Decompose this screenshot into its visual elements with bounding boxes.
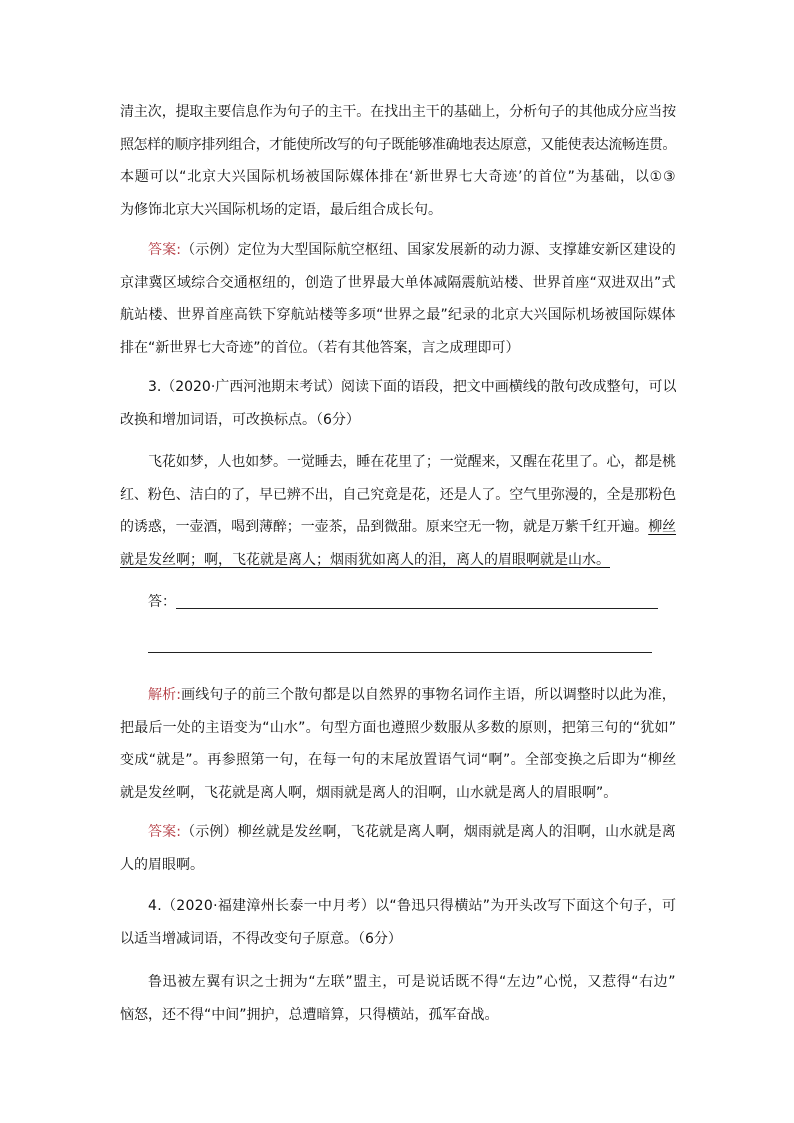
passage-line: 鲁迅被左翼有识之士拥为“左联”盟主，可是说话既不得“左边”心悦，又惹得“右边” — [148, 974, 677, 990]
text-line: 变成“就是”。再参照第一句，在每一句的末尾放置语气词“啊”。全部变换之后即为“柳丝 — [120, 752, 677, 768]
text-line: 人的眉眼啊。 — [120, 856, 204, 873]
answer-text: （示例）柳丝就是发丝啊，飞花就是离人啊，烟雨就是离人的泪啊，山水就是离 — [181, 824, 676, 840]
answer-3 — [120, 816, 676, 881]
text-line — [120, 679, 676, 712]
question-line: 4.（2020·福建漳州长泰一中月考）以“鲁迅只得横站”为开头改写下面这个句子，可 — [148, 898, 677, 914]
underlined-sentence-start: 柳丝 — [648, 519, 677, 535]
answer-blank — [120, 586, 676, 619]
question-4 — [120, 890, 676, 955]
text-line: 把最后一处的主语变为“山水”。句型方面也遵照少数服从多数的原则，把第三句的“犹如” — [120, 719, 677, 736]
analysis-continuation — [120, 96, 676, 226]
analysis-3 — [120, 679, 676, 809]
passage-4 — [120, 966, 676, 1031]
text-line: 清主次，提取主要信息作为句子的主干。在找出主干的基础上，分析句子的其他成分应当按 — [120, 104, 676, 120]
text-line: 本题可以“北京大兴国际机场被国际媒体排在‘新世界七大奇迹’的首位”为基础，以①③ — [120, 169, 677, 185]
passage-line: 红、粉色、洁白的了，早已辨不出，自己究竟是花，还是人了。空气里弥漫的，全是那粉色 — [120, 486, 676, 503]
text-line: 为修饰北京大兴国际机场的定语，最后组合成长句。 — [120, 201, 442, 218]
answer-block-2 — [120, 234, 676, 364]
analysis-text: 画线句子的前三个散句都是以自然界的事物名词作主语，所以调整时以此为准， — [181, 687, 676, 703]
passage-line: 飞花如梦，人也如梦。一觉睡去，睡在花里了；一觉醒来，又醒在花里了。心，都是桃 — [148, 454, 676, 470]
passage-line — [120, 544, 676, 577]
passage-text: 的诱惑，一壶酒，喝到薄醉；一壶茶，品到微甜。原来空无一物，就是万紫千红开遍。 — [120, 519, 649, 535]
underlined-sentence: 就是发丝啊；啊，飞花就是离人；烟雨犹如离人的泪，离人的眉眼啊就是山水。 — [120, 551, 610, 568]
answer-line-2[interactable] — [148, 652, 652, 653]
text-line: 航站楼、世界首座高铁下穿航站楼等多项“世界之最”纪录的北京大兴国际机场被国际媒体 — [120, 307, 676, 323]
answer-text: （示例）定位为大型国际航空枢纽、国家发展新的动力源、支撑雄安新区建设的 — [181, 242, 676, 258]
text-line: 就是发丝啊，飞花就是离人啊，烟雨就是离人的泪啊，山水就是离人的眉眼啊”。 — [120, 784, 618, 801]
passage-3 — [120, 446, 676, 576]
question-3 — [120, 371, 676, 436]
answer-label: 答案: — [148, 242, 182, 258]
text-line: 京津冀区域综合交通枢纽的，创造了世界最大单体减隔震航站楼、世界首座“双进双出”式 — [120, 274, 676, 291]
text-line: 照怎样的顺序排列组合，才能使所改写的句子既能够准确地表达原意，又能使表达流畅连贯。 — [120, 136, 676, 153]
analysis-label: 解析: — [148, 687, 182, 703]
text-line — [120, 816, 676, 849]
answer-label: 答案: — [148, 824, 182, 840]
answer-line-1[interactable] — [176, 608, 658, 609]
answer-blank-label: 答： — [148, 594, 176, 610]
question-line: 改换和增加词语，可改换标点。（6分） — [120, 411, 360, 428]
text-line — [120, 234, 676, 267]
text-line: 排在“新世界七大奇迹”的首位。（若有其他答案，言之成理即可） — [120, 339, 520, 356]
question-line: 以适当增减词语，不得改变句子原意。（6分） — [120, 930, 402, 947]
passage-line: 恼怒，还不得“中间”拥护，总遭暗算，只得横站，孤军奋战。 — [120, 1006, 499, 1023]
question-line: 3.（2020·广西河池期末考试）阅读下面的语段，把文中画横线的散句改成整句，可以 — [148, 379, 677, 395]
passage-line — [120, 511, 676, 544]
